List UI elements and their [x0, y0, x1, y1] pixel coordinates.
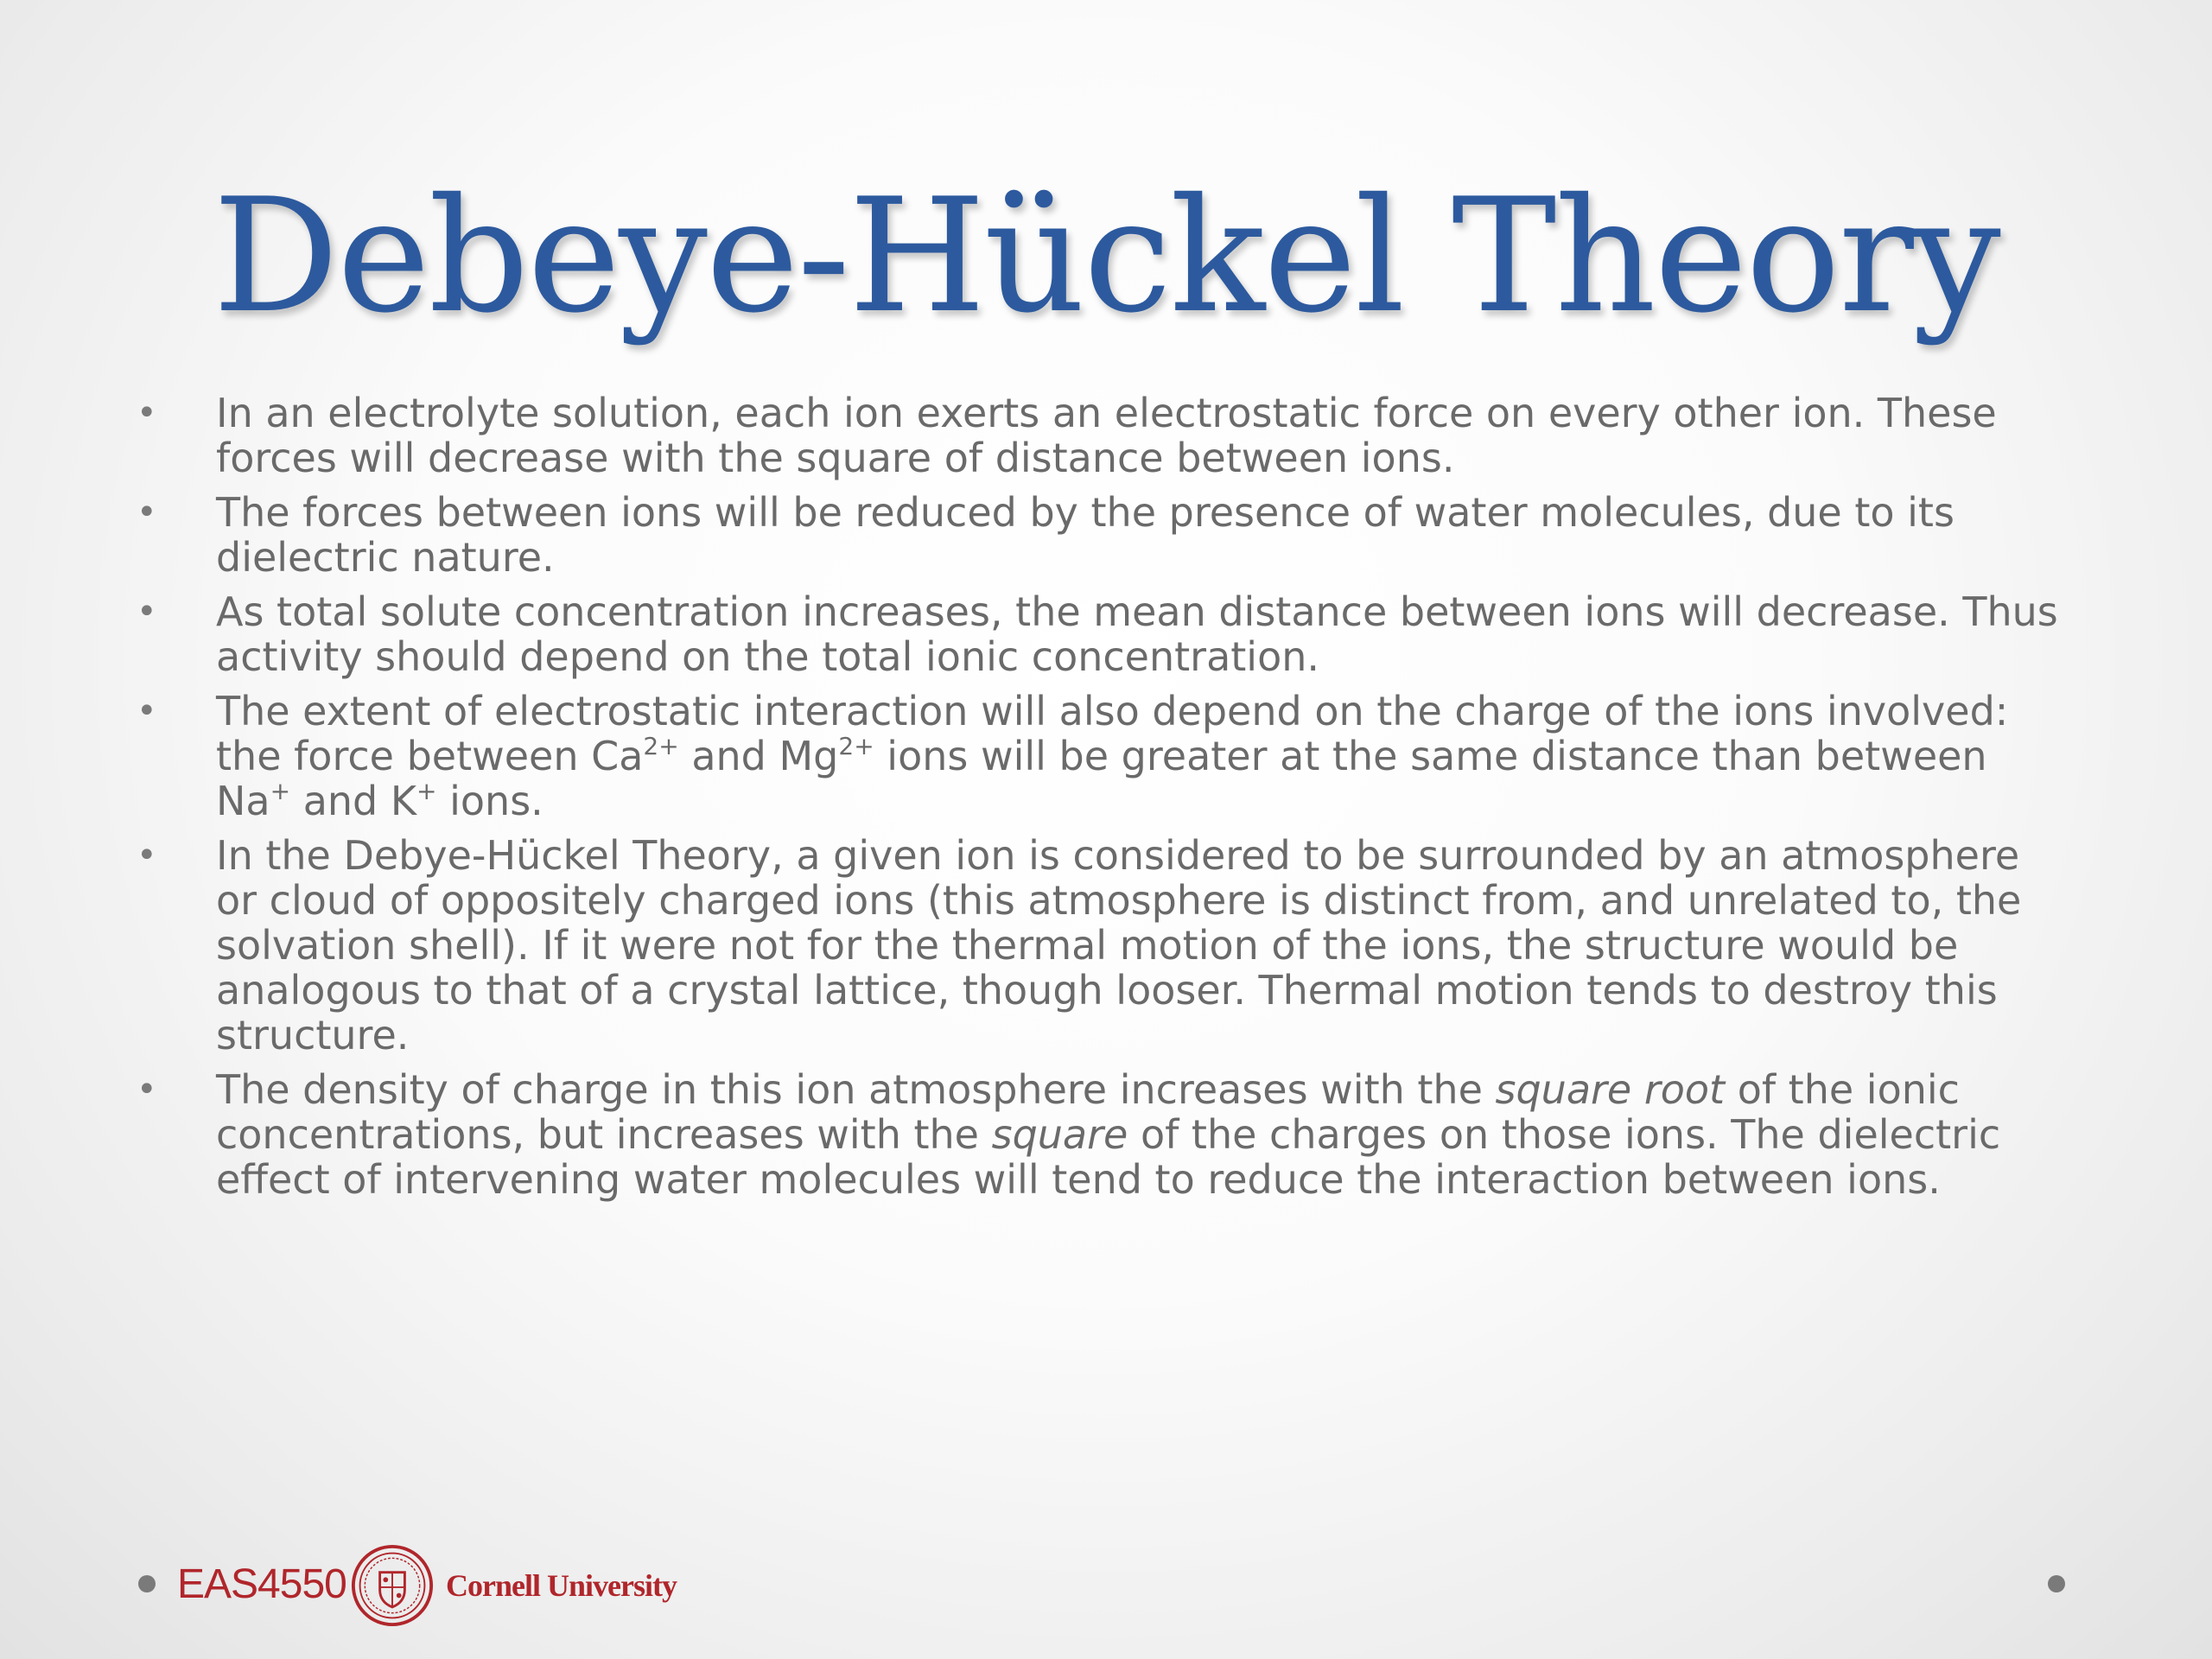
text-segment: and Mg — [678, 733, 839, 779]
bullet-item — [130, 1067, 2065, 1202]
superscript-charge: + — [416, 777, 437, 805]
bullet-text — [216, 1066, 2000, 1203]
bullet-text — [216, 588, 2058, 680]
bullet-text — [216, 688, 2008, 824]
bullet-dot-icon: • — [137, 691, 157, 731]
text-segment: ions. — [436, 778, 543, 824]
text-segment: As total solute concentration increases, the mean distance between ions will decrease. Thus activity should depend on the total ionic concentration. — [216, 588, 2058, 680]
bullet-dot-icon: • — [137, 836, 157, 875]
text-segment: The extent of electrostatic interaction will also depend on the charge of the ions involved: the force between Ca — [216, 688, 2009, 779]
university-name: Cornell University — [446, 1568, 677, 1603]
slide-title: Debeye-Hückel Theory — [213, 164, 1999, 347]
bullet-text — [216, 390, 1997, 481]
text-segment: and K — [290, 778, 417, 824]
bullet-dot-icon: • — [137, 1070, 157, 1109]
text-segment: In an electrolyte solution, each ion exerts an electrostatic force on every other ion. These forces will decrease with the square of distance between ions. — [216, 390, 1997, 481]
text-segment: The forces between ions will be reduced by the presence of water molecules, due to its dielectric nature. — [216, 489, 1955, 581]
bullet-dot-icon: • — [137, 592, 157, 632]
emphasis-text: square — [991, 1111, 1128, 1158]
bullet-item — [130, 689, 2065, 823]
superscript-charge: + — [270, 777, 291, 805]
footer-dot-right — [2048, 1575, 2065, 1592]
text-segment: In the Debye-Hückel Theory, a given ion is considered to be surrounded by an atmosphere or cloud of oppositely charged ions (this atmosphere is distinct from, and unrelated to, the solvation shell). If it were not for the thermal motion of the ions, the structure would be analogous to that of a crystal lattice, though looser. Thermal motion tends to destroy this structure. — [216, 832, 2022, 1058]
bullet-list — [130, 391, 2065, 1211]
text-segment: ions will be greater at the same distance than between Na — [216, 733, 1987, 824]
bullet-item — [130, 833, 2065, 1058]
superscript-charge: 2+ — [838, 732, 874, 760]
superscript-charge: 2+ — [643, 732, 679, 760]
cornell-seal-icon — [351, 1544, 434, 1627]
bullet-text — [216, 832, 2021, 1058]
bullet-text — [216, 489, 1955, 581]
text-segment: The density of charge in this ion atmosphere increases with the — [216, 1066, 1496, 1113]
bullet-dot-icon: • — [137, 393, 157, 433]
emphasis-text: square root — [1495, 1066, 1726, 1113]
text-segment: of the ionic concentrations, but increases with the — [216, 1066, 1960, 1158]
bullet-item — [130, 490, 2065, 580]
footer-dot-left — [138, 1575, 156, 1592]
bullet-item — [130, 589, 2065, 679]
bullet-item — [130, 391, 2065, 480]
course-code: EAS4550 — [177, 1561, 346, 1607]
bullet-dot-icon: • — [137, 493, 157, 532]
text-segment: of the charges on those ions. The dielectric effect of intervening water molecules will tend to reduce the interaction between ions. — [216, 1111, 2001, 1203]
